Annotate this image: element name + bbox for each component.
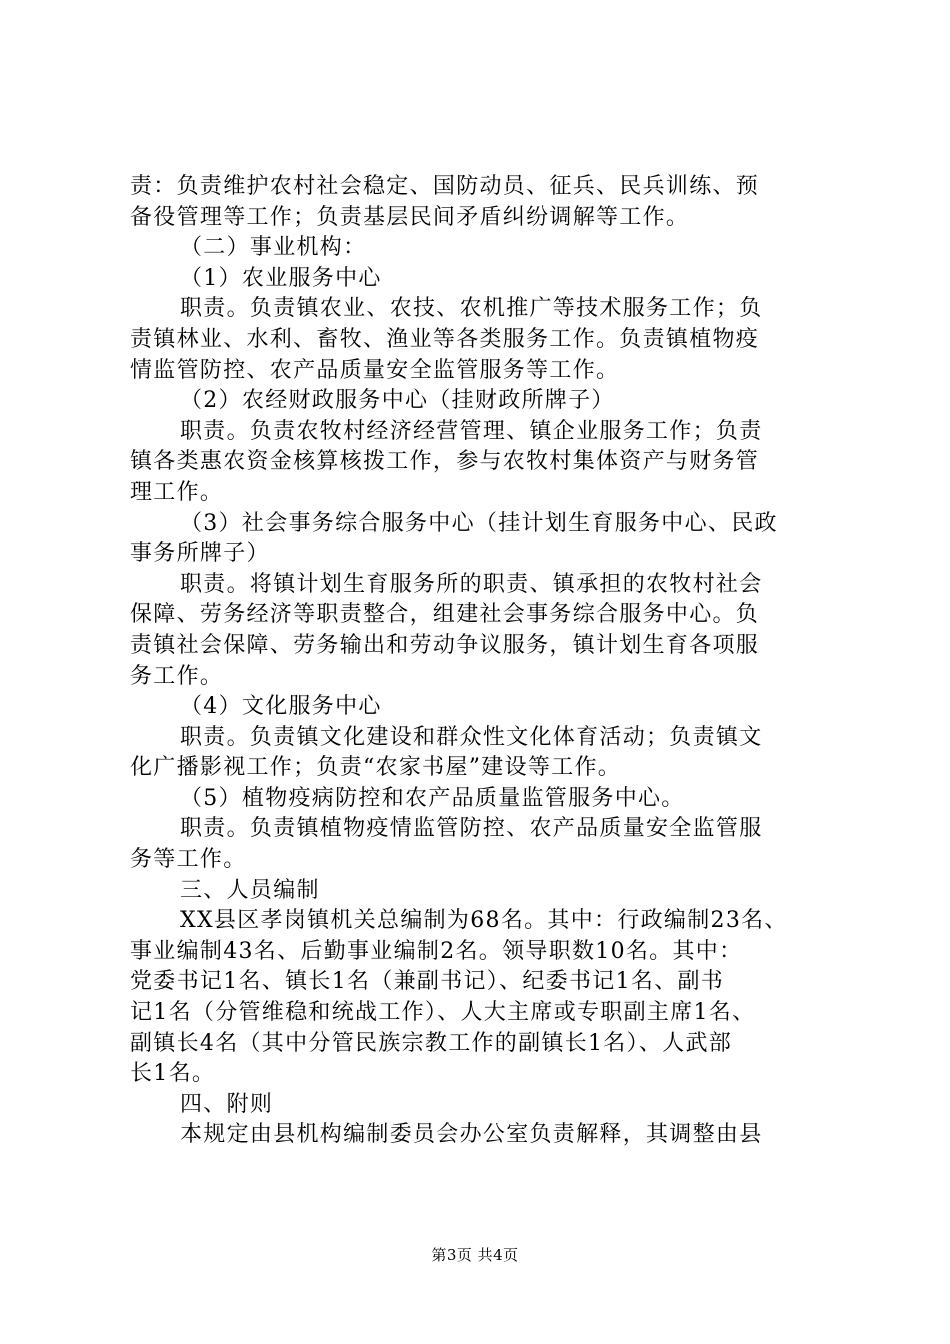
text-line: 保障、劳务经济等职责整合，组建社会事务综合服务中心。负 [130,602,760,628]
text-line: 事业编制43名、后勤事业编制2名。领导职数10名。其中： [130,938,743,964]
page-number-label: 第3页 共4页 [431,1246,519,1264]
text-line: 副镇长4名（其中分管民族宗教工作的副镇长1名）、人武部 [130,1030,733,1056]
text-line: 长1名。 [130,1061,216,1087]
subsection-heading: （2）农经财政服务中心（挂财政所牌子） [180,388,615,414]
text-line: 本规定由县机构编制委员会办公室负责解释，其调整由县 [180,1122,763,1148]
text-line: 责镇林业、水利、畜牧、渔业等各类服务工作。负责镇植物疫 [130,326,760,352]
text-line: 镇各类惠农资金核算核拨工作，参与农牧村集体资产与财务管 [130,449,760,475]
document-body [130,172,830,1151]
subsection-heading: （5）植物疫病防控和农产品质量监管服务中心。 [180,785,685,811]
page-footer [0,1244,950,1265]
text-line: 责：负责维护农村社会稳定、国防动员、征兵、民兵训练、预 [130,174,760,199]
text-line: 备役管理等工作；负责基层民间矛盾纠纷调解等工作。 [130,204,690,230]
section-heading: 四、附则 [180,1091,274,1117]
subsection-heading: （1）农业服务中心 [180,265,382,291]
text-line: 职责。将镇计划生育服务所的职责、镇承担的农牧村社会 [180,571,763,597]
text-line: XX县区孝岗镇机关总编制为68名。其中：行政编制23名、 [180,908,788,934]
section-heading: 三、人员编制 [180,877,320,903]
text-line: 记1名（分管维稳和统战工作）、人大主席或专职副主席1名、 [130,1000,756,1026]
section-heading: （二）事业机构： [180,235,367,261]
text-line: 务等工作。 [130,847,247,873]
text-line: 职责。负责镇植物疫情监管防控、农产品质量安全监管服 [180,816,763,842]
text-line: 职责。负责镇农业、农技、农机推广等技术服务工作；负 [180,296,763,322]
text-line: 职责。负责镇文化建设和群众性文化体育活动；负责镇文 [180,724,763,750]
text-line: 责镇社会保障、劳务输出和劳动争议服务，镇计划生育各项服 [130,632,760,658]
text-line: 务工作。 [130,663,224,689]
subsection-heading: （3）社会事务综合服务中心（挂计划生育服务中心、民政 [180,510,778,536]
subsection-heading: （4）文化服务中心 [180,694,382,720]
text-line: 理工作。 [130,479,224,505]
text-line: 职责。负责农牧村经济经营管理、镇企业服务工作；负责 [180,418,763,444]
text-line: 情监管防控、农产品质量安全监管服务等工作。 [130,357,620,383]
text-line: 党委书记1名、镇长1名（兼副书记）、纪委书记1名、副书 [130,969,725,995]
text-line: 化广播影视工作；负责“农家书屋”建设等工作。 [130,755,622,781]
text-line: 事务所牌子） [130,541,270,567]
